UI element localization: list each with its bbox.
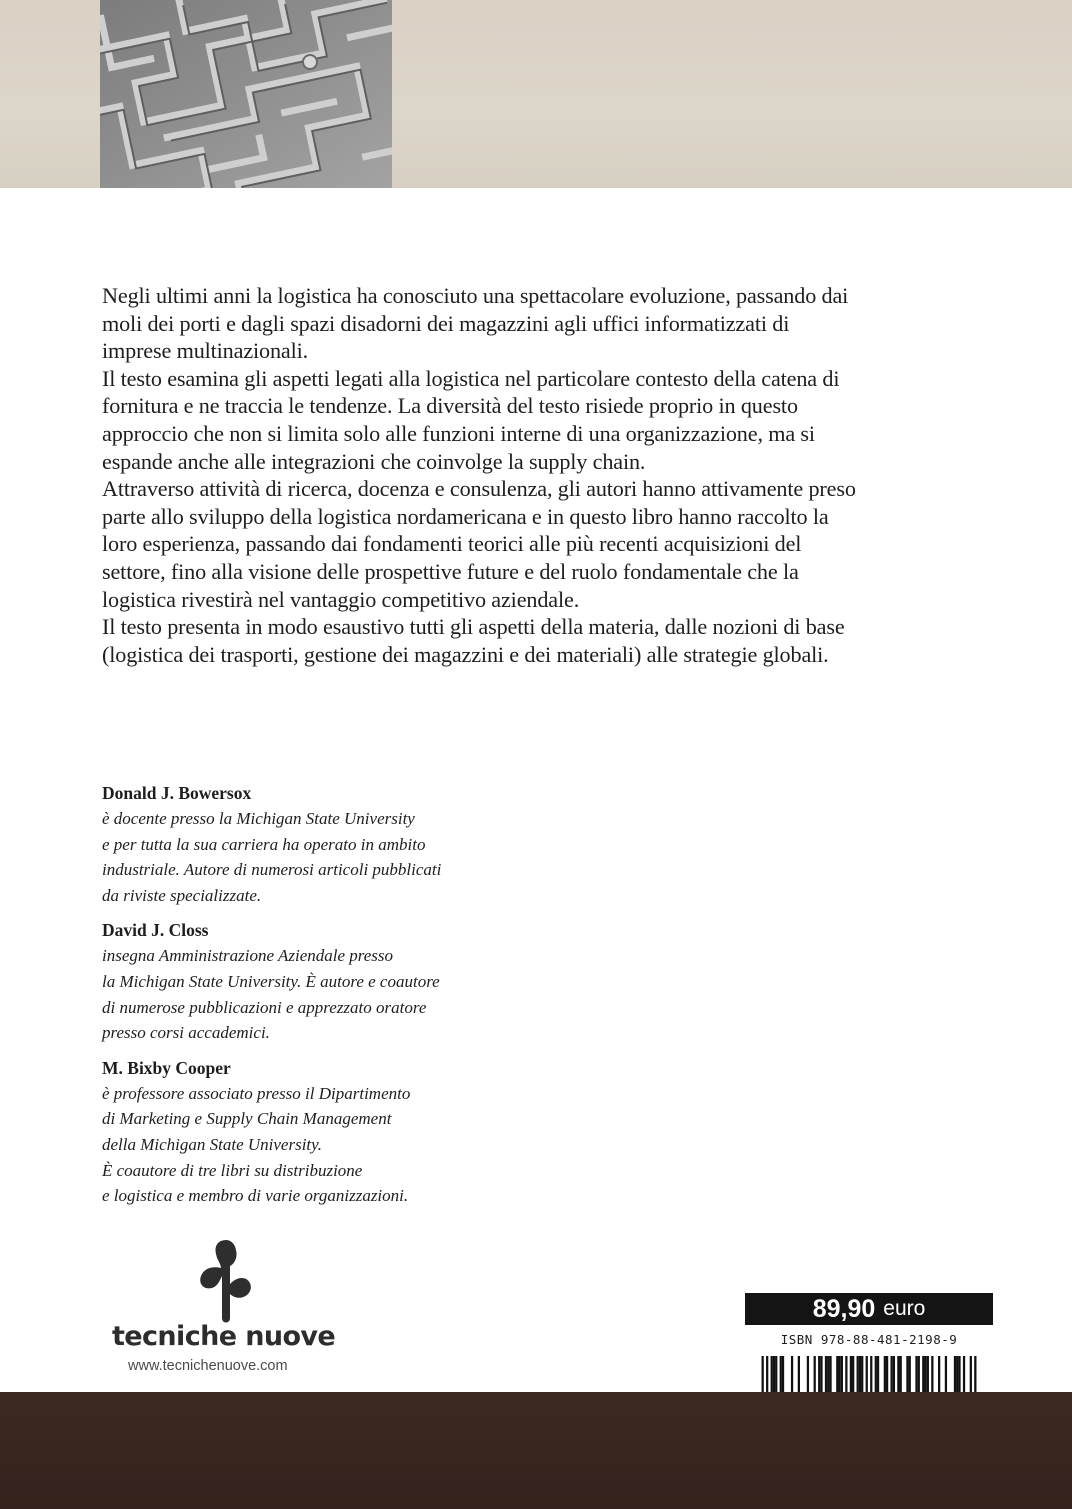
author-entry <box>102 780 522 908</box>
publisher-name: tecniche nuove <box>112 1321 336 1352</box>
isbn-label: ISBN 978-88-481-2198-9 <box>780 1332 958 1347</box>
publisher-url: www.tecnichenuove.com <box>128 1358 288 1374</box>
author-name: Donald J. Bowersox <box>102 783 252 803</box>
price-amount: 89,90 <box>812 1294 876 1323</box>
author-name: David J. Closs <box>102 920 209 941</box>
author-bios <box>102 780 522 1218</box>
publisher-logo-icon <box>198 1238 254 1326</box>
book-description <box>102 282 862 668</box>
description-paragraph: Il testo presenta in modo esaustivo tutti gli aspetti della materia, dalle nozioni di base (logistica dei trasporti, gestione dei magazzini e dei materiali) alle strategie globali. <box>102 614 845 667</box>
description-paragraph: Negli ultimi anni la logistica ha conosciuto una spettacolare evoluzione, passando dai moli dei porti e dagli spazi disadorni dei magazzini agli uffici informatizzati di imprese multinazionali. <box>102 283 849 364</box>
description-paragraph: Il testo esamina gli aspetti legati alla logistica nel particolare contesto della catena di fornitura e ne traccia le tendenze. La diversità del testo risiede proprio in questo approccio che non si limita solo alle funzioni interne di una organizzazione, ma si espande anche alle integrazioni che coinvolge la supply chain. <box>102 365 840 474</box>
author-bio: è docente presso la Michigan State University e per tutta la sua carriera ha operato in ambito industriale. Autore di numerosi articoli pubblicati da riviste specializzate. <box>102 809 442 905</box>
price-tag <box>745 1293 993 1325</box>
description-paragraph: Attraverso attività di ricerca, docenza e consulenza, gli autori hanno attivamente preso parte allo sviluppo della logistica nordamericana e in questo libro hanno raccolto la loro esperienza, passando dai fondamenti teorici alle più recenti acquisizioni del settore, fino alla visione delle prospettive future e del ruolo fondamentale che la logistica rivestirà nel vantaggio competitivo aziendale. <box>102 476 856 612</box>
author-name: M. Bixby Cooper <box>102 1057 231 1078</box>
publisher-block <box>112 1238 372 1374</box>
author-entry <box>102 917 522 1045</box>
author-bio: è professore associato presso il Dipartimento di Marketing e Supply Chain Management della Michigan State University. È coautore di tre libri su distribuzione e logistica e membro di varie organizzazioni. <box>102 1083 411 1206</box>
price-currency: euro <box>883 1297 926 1320</box>
author-entry <box>102 1055 522 1209</box>
author-bio: insegna Amministrazione Aziendale presso la Michigan State University. È autore e coautore di numerose pubblicazioni e apprezzato oratore presso corsi accademici. <box>102 946 440 1043</box>
maze-icon <box>100 0 392 188</box>
top-band <box>0 0 1072 188</box>
bottom-band <box>0 1392 1072 1509</box>
